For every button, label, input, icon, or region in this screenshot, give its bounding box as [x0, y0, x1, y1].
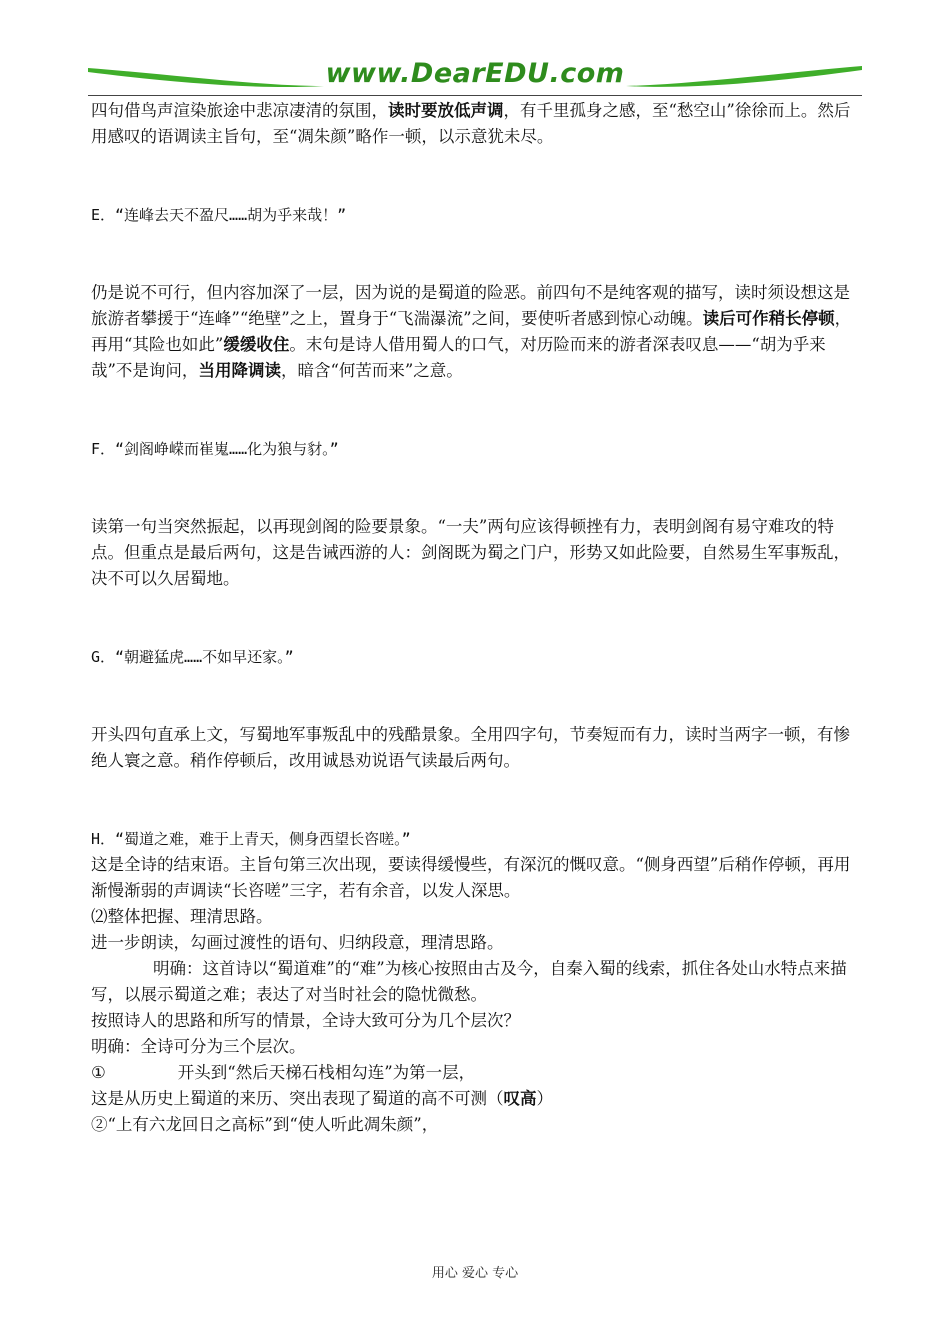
emphasis: 读时要放低声调	[388, 101, 504, 120]
paragraph: 这是全诗的结束语。主旨句第三次出现，要读得缓慢些，有深沉的慨叹意。“侧身西望”后稍作停顿，再用渐慢渐弱的声调读“长咨嗟”三字，若有余音，以发人深思。	[91, 855, 851, 900]
emphasis: 读后可作稍长停顿	[702, 309, 835, 328]
paragraph: 进一步朗读，勾画过渡性的语句、归纳段意，理清思路。	[91, 933, 504, 952]
paragraph: 明确：全诗可分为三个层次。	[91, 1037, 306, 1056]
paragraph: ⑵整体把握、理清思路。	[91, 907, 273, 926]
page-footer: 用心 爱心 专心	[431, 1266, 519, 1281]
emphasis: 缓缓收住	[223, 335, 290, 354]
emphasis: 当用降调读	[198, 361, 281, 380]
section-label-e: E．“连峰去天不盈尺……胡为乎来哉！”	[91, 206, 347, 224]
document-body	[91, 98, 863, 1138]
paragraph: 四句借鸟声渲染旅途中悲凉凄清的氛围，读时要放低声调，有千里孤身之感，至“愁空山”徐徐而上。然后用感叹的语调读主旨句，至“凋朱颜”略作一顿，以示意犹未尽。	[91, 101, 851, 146]
header-rule	[88, 95, 862, 96]
section-label-f: F．“剑阁峥嵘而崔嵬……化为狼与豺。”	[91, 440, 339, 458]
paragraph: 开头四句直承上文，写蜀地军事叛乱中的残酷景象。全用四字句，节奏短而有力，读时当两字一顿，有惨绝人寰之意。稍作停顿后，改用诚恳劝说语气读最后两句。	[91, 725, 850, 770]
paragraph: ① 开头到“然后天梯石栈相勾连”为第一层，	[91, 1063, 476, 1082]
site-logo[interactable]: www.DearEDU.com	[325, 58, 625, 89]
site-header	[88, 56, 862, 100]
section-label-h: H．“蜀道之难，难于上青天，侧身西望长咨嗟。”	[91, 830, 411, 848]
paragraph: 按照诗人的思路和所写的情景，全诗大致可分为几个层次？	[91, 1011, 520, 1030]
emphasis: 叹高	[503, 1089, 537, 1108]
paragraph: 这是从历史上蜀道的来历、突出表现了蜀道的高不可测（叹高）	[91, 1089, 553, 1108]
section-label-g: G．“朝避猛虎……不如早还家。”	[91, 648, 294, 666]
paragraph: 仍是说不可行，但内容加深了一层，因为说的是蜀道的险恶。前四句不是纯客观的描写，读时须设想这是旅游者攀援于“连峰”“绝壁”之上，置身于“飞湍瀑流”之间，要使听者感到惊心动魄。读后可作稍长停顿，再用“其险也如此”缓缓收住。末句是诗人借用蜀人的口气，对历险而来的游者深表叹息——“胡为乎来哉”不是询问，当用降调读，暗含“何苦而来”之意。	[91, 283, 852, 380]
paragraph: 读第一句当突然振起，以再现剑阁的险要景象。“一夫”两句应该得顿挫有力，表明剑阁有易守难攻的特点。但重点是最后两句，这是告诫西游的人：剑阁既为蜀之门户，形势又如此险要，自然易生军事叛乱，决不可以久居蜀地。	[91, 517, 850, 588]
paragraph: ②“上有六龙回日之高标”到“使人听此凋朱颜”，	[91, 1115, 439, 1134]
paragraph: 明确：这首诗以“蜀道难”的“难”为核心按照由古及今，自秦入蜀的线索，抓住各处山水特点来描写，以展示蜀道之难；表达了对当时社会的隐忧微愁。	[91, 959, 847, 1004]
